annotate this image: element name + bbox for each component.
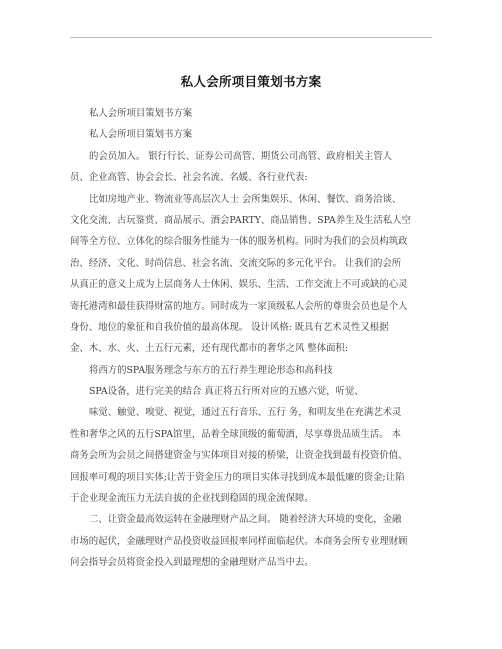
document-body: [70, 103, 432, 574]
body-text-line: SPA设备，进行完美的结合 真正将五行所对应的五感六觉，听觉、: [89, 386, 364, 398]
body-text-line: 回报率可观的项目实体;让苦于资金压力的项目实体寻找到成本最低廉的资金;让陷: [70, 471, 405, 483]
body-text-line: 问会指导会员将资金投入到最理想的金融理财产品当中去。: [70, 557, 314, 569]
body-text-line: 私人会所项目策划书方案: [89, 129, 193, 141]
body-text-line: 味觉、触觉、嗅觉、视觉，通过五行音乐、五行 务，和明友坐在充满艺术灵: [89, 407, 402, 419]
body-text-line: 治、经济、文化、时尚信息、社会名流、交流交际的多元化平台。 让我们的会所: [70, 257, 402, 269]
body-text-line: 私人会所项目策划书方案: [89, 108, 193, 119]
body-text-line: 将西方的SPA服务理念与东方的五行养生理论形态和高科技: [89, 364, 333, 376]
document-title: 私人会所项目策划书方案: [180, 74, 322, 89]
body-text-line: 寄托港湾和最佳获得财富的地方。同时成为一家顶级私人会所的尊贵会员也是个人: [70, 300, 408, 312]
body-text-line: 市场的起伏，金融理财产品投资收益回报率同样面临起伏。本商务会所专业理财顾: [70, 535, 408, 547]
body-text-line: 于企业现金流压力无法自拔的企业找到稳固的现金流保障。: [70, 493, 314, 505]
header-rule: [70, 37, 432, 38]
body-text-line: 员、企业高管、协会会长、社会名流、名媛、各行业代表:: [70, 172, 308, 184]
body-text-line: 性和奢华之风的五行SPA馆里，品着全球顶级的葡萄酒，尽享尊贵品质生活。 本: [70, 428, 401, 440]
body-text-line: 从真正的意义上成为上层商务人士休闲、娱乐、生活、工作交流上不可或缺的心灵: [70, 279, 408, 291]
body-text-line: 金、木、水、火、土五行元素，还有现代都市的奢华之风 整体面积:: [70, 343, 349, 355]
body-text-line: 二、让资金最高效运转在金融理财产品之间。 随着经济大环境的变化，金融: [89, 514, 402, 526]
body-text-line: 的会员加入。 银行行长、证券公司高管、期货公司高管、政府相关主管人: [89, 150, 392, 162]
body-text-line: 文化交流、古玩鉴赏、商品展示、酒会PARTY、商品销售、SPA养生及生活私人空: [70, 214, 411, 226]
body-text-line: 身份、地位的象征和自我价值的最高体现。 设计风格: 既具有艺术灵性又根据: [70, 321, 389, 333]
body-text-line: 商务会所为会员之间搭建资金与实体项目对接的桥梁，让资金找到最有投资价值、: [70, 450, 408, 462]
body-text-line: 比如房地产业、物流业等高层次人士 会所集娱乐、休闲、餐饮、商务洽谈、: [89, 193, 402, 205]
body-text-line: 间等全方位、立体化的综合服务性能为一体的服务机构。同时为我们的会员构筑政: [70, 236, 408, 248]
